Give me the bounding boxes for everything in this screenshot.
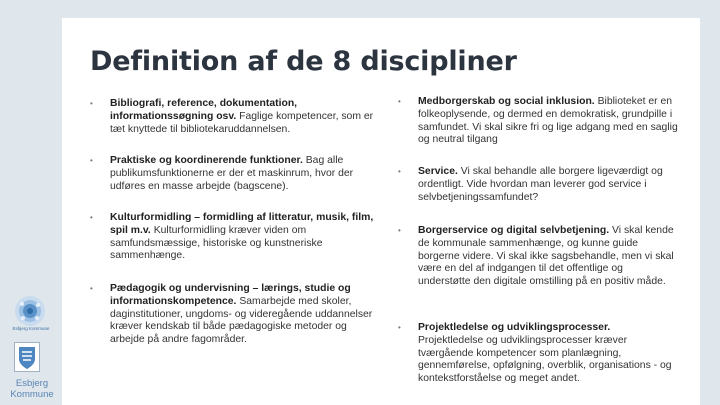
discipline-body: Faglige kompetencer, som er tæt knyttede til bibliotekaruddannelsen. [110,110,374,135]
bullet-icon: • [398,97,401,106]
discipline-item-praktiske [90,155,375,193]
discipline-heading: Pædagogik og undervisning – lærings, studie og informationskompetence. [110,283,351,307]
discipline-heading: Service. [418,166,458,177]
discipline-body: Biblioteket er en folkeoplysende, og dermed en demokratisk, grundpille i samfundet. Vi skal sikre fri og lige adgang med en saglig og neutral tilgang [418,96,678,146]
discipline-item-bibliografi [90,98,375,136]
discipline-body: Vi skal kende de kommunale sammenhænge, og kunne guide borgerne videre. Vi skal ikke sagsbehandle, men vi skal være en del af indgangen til det offentlige og understøtte den digitale omstilling på en positiv måde. [418,225,674,288]
crest-icon [14,342,40,372]
discipline-item-service [398,166,678,204]
slide-title: Definition af de 8 discipliner [90,46,517,77]
wordmark-line-2: Kommune [10,389,54,400]
wordmark-line-1: Esbjerg [15,378,49,389]
discipline-body: Kulturformidling kræver viden om samfundsmæssige, historiske og kunstneriske sammenhænge. [110,224,323,262]
discipline-heading: Projektledelse og udviklingsprocesser. [418,322,611,333]
tree-logo-icon [12,293,48,329]
bullet-icon: • [398,323,401,332]
discipline-heading: Praktiske og koordinerende funktioner. [110,155,303,166]
bullet-icon: • [90,284,93,293]
discipline-body: Samarbejde med skoler, daginstitutioner, ungdoms- og videregående uddannelser kræver kendskab til både pædagogiske metoder og arbejde på andre fagområder. [110,295,373,346]
discipline-heading: Kulturformidling – formidling af litteratur, musik, film, spil m.v. [110,212,374,236]
discipline-heading: Borgerservice og digital selvbetjening. [418,225,610,236]
bullet-icon: • [90,213,93,222]
bullet-icon: • [90,99,93,108]
discipline-heading: Medborgerskab og social inklusion. [418,96,595,107]
discipline-item-medborgerskab [398,96,678,147]
sidebar-panel [0,0,62,405]
discipline-item-borgerservice [398,225,678,289]
bullet-icon: • [398,167,401,176]
bullet-icon: • [398,226,401,235]
logo-caption: Esbjerg Kommune [12,326,50,331]
discipline-body: Projektledelse og udviklingsprocesser kræver tværgående kompetencer som planlægning, gennemførelse, opfølgning, overblik, organisations - og kontekstforståelse og meget andet. [418,334,672,385]
bullet-icon: • [90,156,93,165]
discipline-heading: Bibliografi, reference, dokumentation, informationssøgning osv. [110,98,298,122]
discipline-body: Bag alle publikumsfunktionerne er der et maskinrum, hvor der udføres en masse arbejde (bagscene). [110,155,354,192]
esbjerg-kommune-wordmark [8,378,56,400]
discipline-item-kulturformidling [90,212,375,263]
discipline-item-projektledelse [398,322,678,386]
discipline-body: Vi skal behandle alle borgere ligeværdigt og ordentligt. Vide hvordan man leverer god service i selvbetjeningssamfundet? [418,166,663,203]
discipline-item-paedagogik [90,283,375,347]
